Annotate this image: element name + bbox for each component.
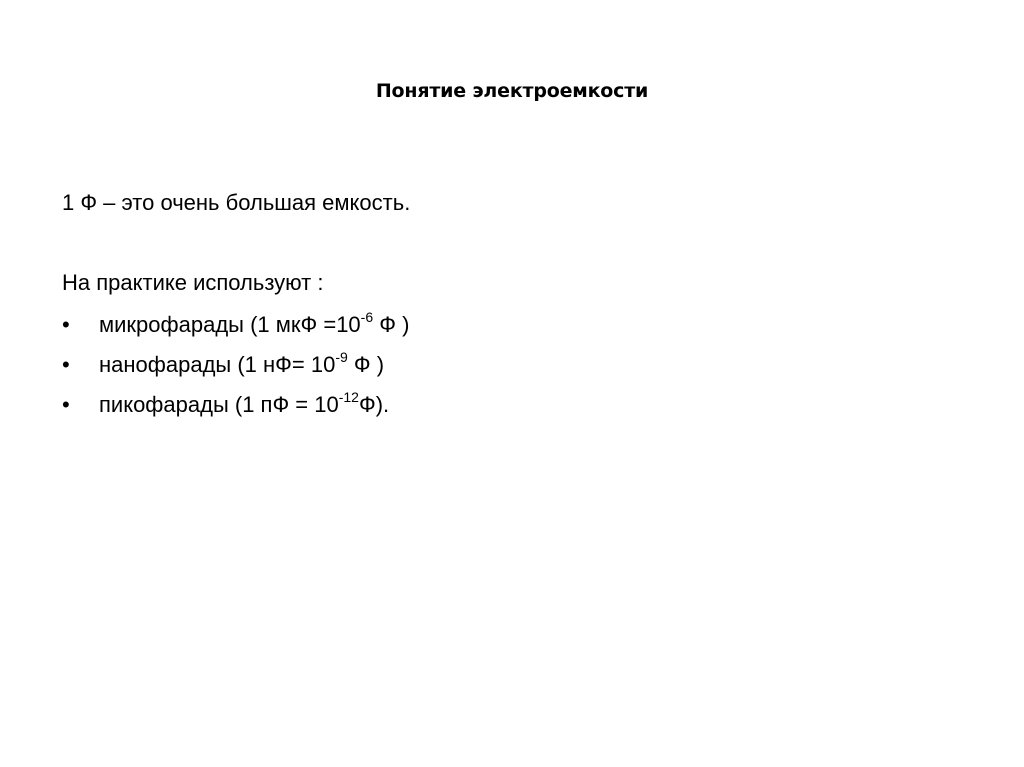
unit-suffix: Ф). bbox=[358, 392, 390, 417]
list-item-text bbox=[99, 348, 385, 378]
bullet-icon: • bbox=[62, 312, 70, 337]
exponent: -6 bbox=[360, 308, 374, 325]
slide-title: Понятие электроемкости bbox=[375, 80, 649, 102]
bullet-icon: • bbox=[62, 392, 70, 417]
list-item-text bbox=[99, 308, 410, 338]
practice-line: На практике используют : bbox=[62, 270, 324, 295]
unit-definition: нанофарады (1 нФ= 10 bbox=[99, 352, 336, 377]
unit-definition: микрофарады (1 мкФ =10 bbox=[99, 312, 361, 337]
unit-definition: пикофарады (1 пФ = 10 bbox=[99, 392, 339, 417]
bullet-icon: • bbox=[62, 352, 70, 377]
unit-suffix: Ф ) bbox=[347, 352, 385, 377]
exponent: -12 bbox=[338, 388, 359, 405]
unit-suffix: Ф ) bbox=[373, 312, 410, 337]
intro-line: 1 Ф – это очень большая емкость. bbox=[62, 190, 411, 215]
list-item-text bbox=[99, 388, 390, 418]
exponent: -9 bbox=[335, 348, 348, 365]
